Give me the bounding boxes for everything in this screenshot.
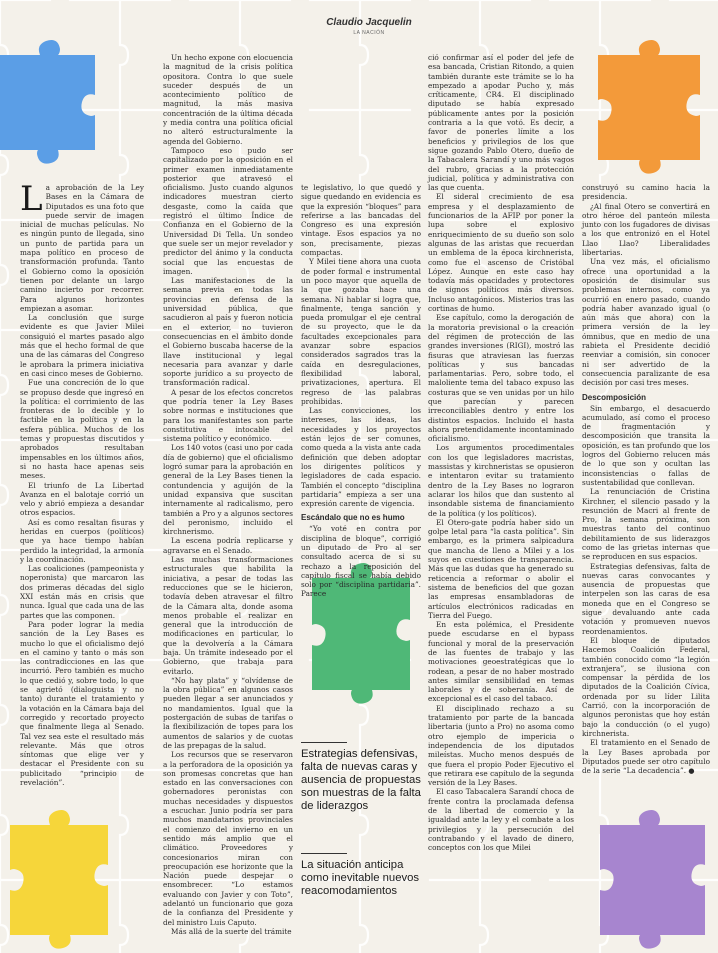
article-paragraph: El bloque de diputados Hacemos Coalición Federal, también conocido como “la legión extranjera”, se ilusiona con compensar la pérdida de los diputados de la Coalición Cívica, ordenada por su líder Lilita Carrió, con la incorporación de algunos peronistas que hoy están bajo la conducción (o el yugo) kirchnerista. <box>582 635 710 738</box>
article-paragraph: Los recursos que se reservaron a la perforadora de la oposición ya son promesas concretas que han estado en las conversaciones con gobernadores peronistas con muchas necesidades y dispuestos a escuchar. Junio podría ser para muchos mandatarios provinciales el comienzo del invierno en un sentido más amplio que el climático. Proveedores y concesionarios miran con preocupación ese horizonte que la Nación puede despejar o ensombrecer. “Lo estamos evaluando con Javier y con Toto”, adelantó un funcionario que goza de la confianza del Presidente y del ministro Luis Caputo. <box>163 750 293 927</box>
puzzle-piece-orange <box>598 40 700 174</box>
article-paragraph: En esta polémica, el Presidente puede escudarse en el bypass funcional y moral de la preservación de las fuentes de trabajo y las motivaciones geoestratégicas que lo rodean, a pesar de no haber mostrado antes similar sensibilidad en temas laborales y de soberanía. Así de excepcional es el caso del tabaco. <box>428 620 574 704</box>
article-paragraph: La conclusión que surge evidente es que Javier Milei consiguió el martes pasado algo más que el hecho formal de que una de las cámaras del Congreso le aprobara la primera iniciativa en casi cinco meses de Gobierno. <box>20 313 144 378</box>
article-paragraph: Así es como resaltan fisuras y heridas en cuerpos (políticos) que ya hace tiempo habían perdido la integridad, la armonía y la coordinación. <box>20 517 144 564</box>
article-paragraph: Las muchas transformaciones estructurales que habilita la iniciativa, a pesar de todas las reducciones que se le hicieron, todavía deben atravesar el filtro de la Cámara alta, donde asoma menos probable el realizar en general que la introducción de modificaciones en particular, lo que la devolvería a la Cámara baja. Un trámite indeseado por el Gobierno, que trabaja para evitarlo. <box>163 555 293 676</box>
article-paragraph: Tampoco eso pudo ser capitalizado por la oposición en el primer examen inmediatamente posterior que atravesó el oficialismo. Justo cuando algunos indicadores muestran cierto desgaste, como la caída que registró el último Índice de Confianza en el Gobierno de la Universidad Di Tella. Un sondeo que suele ser un mejor revelador y predictor del ánimo y la conducta social que las encuestas de imagen. <box>163 145 293 276</box>
pull-quote-text: Estrategias defensivas, falta de nuevas caras y ausencia de propuestas son muestras de la falta de liderazgos <box>301 748 421 812</box>
article-paragraph: El Otero-gate podría haber sido un golpe letal para “la casta política”. Sin embargo, es la primera salpicadura que mancha de lleno a Milei y a los suyos en cuestiones de transparencia. Más que las dudas que ha generado su reticencia a reformar o abolir el sistema de beneficios del que gozan las empresas ensambladoras de artículos electrónicos radicadas en Tierra del Fuego. <box>428 517 574 620</box>
article-paragraph: Las manifestaciones de la semana previa en todas las provincias en defensa de la universidad pública, que sacudieron al país y fueron noticia en el exterior, no tuvieron consecuencias en el ámbito donde el Gobierno buscaba hacerse de la llave institucional y legal necesaria para avanzar y darle soporte jurídico a su proyecto de transformación radical. <box>163 276 293 388</box>
article-paragraph: “No hay plata” y “olvídense de la obra pública” en algunos casos pueden llegar a ser anunciados y no mandamientos. Igual que la postergación de subas de tarifas o la flexibilización de topes para los aumentos de salarios y de cuotas de las prepagas de la salud. <box>163 675 293 750</box>
article-paragraph: ¿Al final Otero se convertirá en otro héroe del panteón milesta junto con los fugadores de divisas a los que entronizó en el Hotel Llao Llao? Liberalidades libertarias. <box>582 201 710 258</box>
article-column-5 <box>582 183 710 823</box>
article-column-4 <box>428 53 574 951</box>
article-paragraph: Sin embargo, el desacuerdo acumulado, así como el proceso de fragmentación y descomposición que transita la oposición, es tan profundo que los logros del Gobierno relucen más de lo que son y ocultan las inconsistencias o fallas de sustentabilidad que conllevan. <box>582 403 710 487</box>
article-paragraph: El disciplinado rechazo a su tratamiento por parte de la bancada libertaria (junto a Pro) no asoma como otro ejemplo de impericia o independencia de los diputados mileístas. Mucho menos después de que fuera el propio Poder Ejecutivo el que retirara ese capítulo de la segunda versión de la Ley Bases. <box>428 703 574 788</box>
article-column-2 <box>163 53 293 951</box>
puzzle-piece-blue <box>0 40 95 164</box>
article-paragraph: El caso Tabacalera Sarandí choca de frente contra la proclamada defensa de la libertad de comercio y la igualdad ante la ley y el combate a los privilegios y la persecución del contrabando y el lavado de dinero, conceptos con los que Milei <box>428 787 574 853</box>
article-paragraph: Fue una concreción de lo que se propuso desde que ingresó en la política: el corrimiento de las fronteras de lo decible y lo factible en la política y en la esfera pública. Muchos de los temas y propuestas discutidos y aprobados resultaban impensables en los últimos años, si no hasta hace apenas seis meses. <box>20 378 144 481</box>
article-paragraph: Más allá de la suerte del trámite <box>171 926 292 936</box>
article-paragraph: “Yo voté en contra por disciplina de bloque”, corrigió un diputado de Pro al ser consultado acerca de si su rechazo a la reposición del capítulo fiscal se había debido solo por “disciplina partidaria”. Parece <box>301 524 421 599</box>
article-paragraph: El triunfo de La Libertad Avanza en el balotaje corrió un velo y abrió empieza a desandar otros espacios. <box>20 480 144 518</box>
pull-quote-text: La situación anticipa como inevitable nuevos reacomodamientos <box>301 859 420 897</box>
article-paragraph: Los argumentos procedimentales con los que legisladores macristas, massistas y kirchneristas se opusieron e intentaron evitar su tratamiento dentro de la Ley Bases no lograron aclarar los hilos que dan sustento al insondable sistema de financiamiento de la política (y los políticos). <box>428 443 574 518</box>
article-paragraph: Las convicciones, los intereses, las ideas, las necesidades y los proyectos están lejos de ser comunes, como queda a la vista ante cada definición que deben adoptar los dirigentes políticos y legisladores de cada espacio. También el concepto “disciplina partidaria” empieza a ser una expresión carente de vigencia. <box>301 406 421 509</box>
article-paragraph: El sideral crecimiento de esa empresa y el desplazamiento de funcionarios de la AFIP por poner la lupa sobre el explosivo enriquecimiento de su dueño son solo algunas de las aristas que recuerdan un emblema de la época kirchnerista, como fue el ascenso de Cristóbal López. Aunque en este caso hay todavía más opacidades y protectores de signos políticos más diversos. Incluso antagónicos. Misterios tras las cortinas de humo. <box>428 192 574 314</box>
article-paragraph: El tratamiento en el Senado de la Ley Bases aprobada por Diputados puede ser otro capítulo de la serie “La decadencia”. ● <box>582 738 710 776</box>
article-paragraph: ció confirmar así el poder del jefe de esa bancada, Cristian Ritondo, a quien también durante este trámite se lo ha empezado a apodar Pucho y, más críticamente, CR4. El disciplinado diputado se había expresado públicamente antes por la posición contraria a la que votó. Es decir, a favor de ponerles límite a los beneficios y privilegios de los que sigue gozando Pablo Otero, dueño de la Tabacalera Sarandí y uno más vagos del rubro, gracias a la protección judicial, política y administrativa con las que cuenta. <box>428 53 574 193</box>
article-paragraph: Ese capítulo, como la derogación de la moratoria previsional o la creación del régimen de protección de las grandes inversiones (RIGI), mostró las fisuras que atraviesan las fuerzas políticas y sus bancadas parlamentarias. Pero, sobre todo, el maloliente tema del tabaco expuso las costuras que se ven unidas por un hilo que parecían y parecen irreconciliables dentro y entre los distintos espacios. Incluido el hasta ahora pretendidamente incontaminado oficialismo. <box>428 313 574 444</box>
article-paragraph: Las coaliciones (pampeonista y noperonista) que marcaron las dos primeras décadas del siglo XXI están más en crisis que nunca. Igual que cada una de las partes que las componen. <box>20 564 144 620</box>
article-paragraph: construyó su camino hacia la presidencia. <box>582 183 710 202</box>
article-paragraph: Una vez más, el oficialismo ofrece una oportunidad a la oposición de disimular sus problemas internos, como ya ocurrió en enero pasado, cuando podría haber avanzado igual (o aún más que ahora) con la primera versión de la ley ómnibus, que en medio de una rabieta el Presidente decidió reenviar a comisión, sin conocer ni ser advertido de la consecuencia paralizante de esa decisión por casi tres meses. <box>582 257 710 388</box>
article-paragraph: La aprobación de la Ley Bases en la Cámara de Diputados es una foto que puede servir de imagen inicial de muchas películas. No es ningún punto de llegada, sino un punto de partida para un mapa político en proceso de transformación profunda. Tanto el Gobierno como la oposición tienen por delante un largo camino incierto por recorrer. Para algunos horizontes empiezan a asomar. <box>20 179 144 313</box>
pull-quote-rule <box>301 853 347 854</box>
puzzle-piece-purple <box>600 810 705 949</box>
article-paragraph: A pesar de los efectos concretos que podría tener la Ley Bases sobre normas e instituciones que para los manifestantes son parte constitutiva e intocable del sistema político y económico. <box>163 387 293 444</box>
subhead: Escándalo que no es humo <box>301 513 405 523</box>
author-byline: Claudio Jacquelin <box>326 17 412 28</box>
article-column-3 <box>301 183 421 599</box>
end-mark-icon: ● <box>688 767 695 776</box>
article-paragraph: Los 140 votos (casi uno por cada día de gobierno) que el oficialismo logró sumar para la aprobación en general de la Ley Bases tienen la contundencia y aguijón de la unidad expansiva que suscitan internamente al radicalismo, pero también a Pro y a algunos sectores del peronismo, incluido el kirchnerismo. <box>163 443 293 537</box>
article-paragraph: La escena podría replicarse y agravarse en el Senado. <box>163 536 293 555</box>
article-header <box>0 10 718 36</box>
pull-quote <box>301 742 421 813</box>
puzzle-piece-yellow <box>10 810 108 949</box>
article-paragraph: La renunciación de Cristina Kirchner, el silencio pasado y la resunción de Macri al frente de Pro, la semana próxima, son muestras tanto del continuo debilitamiento de sus liderazgos como de las grietas internas que se reproducen en sus espacios. <box>582 487 710 562</box>
pull-quote <box>301 853 421 898</box>
article-column-1 <box>20 179 144 787</box>
drop-cap: L <box>20 179 43 219</box>
article-paragraph: Y Milei tiene ahora una cuota de poder formal e instrumental un poco mayor que aquella de la que gozaba hace una semana. Ni hablar si logra que, finalmente, tenga sanción y pueda promulgar el eje central de su proyecto, que le da facultades excepcionales para avanzar sobre espacios considerados sagrados tras la caída en desregulaciones, flexibilidad laboral, privatizaciones, apertura. El regreso de las palabras prohibidas. <box>301 257 421 406</box>
section-label: LA NACIÓN <box>353 30 385 36</box>
article-paragraph: Para poder lograr la media sanción de la Ley Bases es mucho lo que el oficialismo dejó en el camino y tanto o más son las contradicciones en las que incurrió. Pero también es mucho lo que cedió y, sobre todo, lo que se agrietó (dialoguista y no tanto) durante el tratamiento y la votación en la Cámara baja del corregido y recortado proyecto que finalmente llega al Senado. Tal vez sea este el resultado más relevante. Más que otros síntomas que elige ver y destacar el Presidente con su publicitado “principio de revelación”. <box>20 619 144 787</box>
article-paragraph: Estrategias defensivas, falta de nuevas caras convocantes y ausencia de propuestas que interpelen son las caras de esa moneda que en el Congreso se sigue devaluando ante cada votación y promueven nuevos reordenamientos. <box>582 561 710 636</box>
article-paragraph: te legislativo, lo que quedó y sigue quedando en evidencia es que la expresión “bloques” para referirse a las bancadas del Congreso es una expresión vintage. Esos espacios ya no son, precisamente, piezas compactas. <box>301 183 421 258</box>
article-paragraph: Un hecho expone con elocuencia la magnitud de la crisis política opositora. Contra lo que suele suceder después de un acontecimiento político de magnitud, la más masiva concentración de la última década y media contra una política oficial no alteró estructuralmente la agenda del Gobierno. <box>163 53 293 146</box>
pull-quote-rule <box>301 742 347 743</box>
subhead: Descomposición <box>582 392 647 402</box>
